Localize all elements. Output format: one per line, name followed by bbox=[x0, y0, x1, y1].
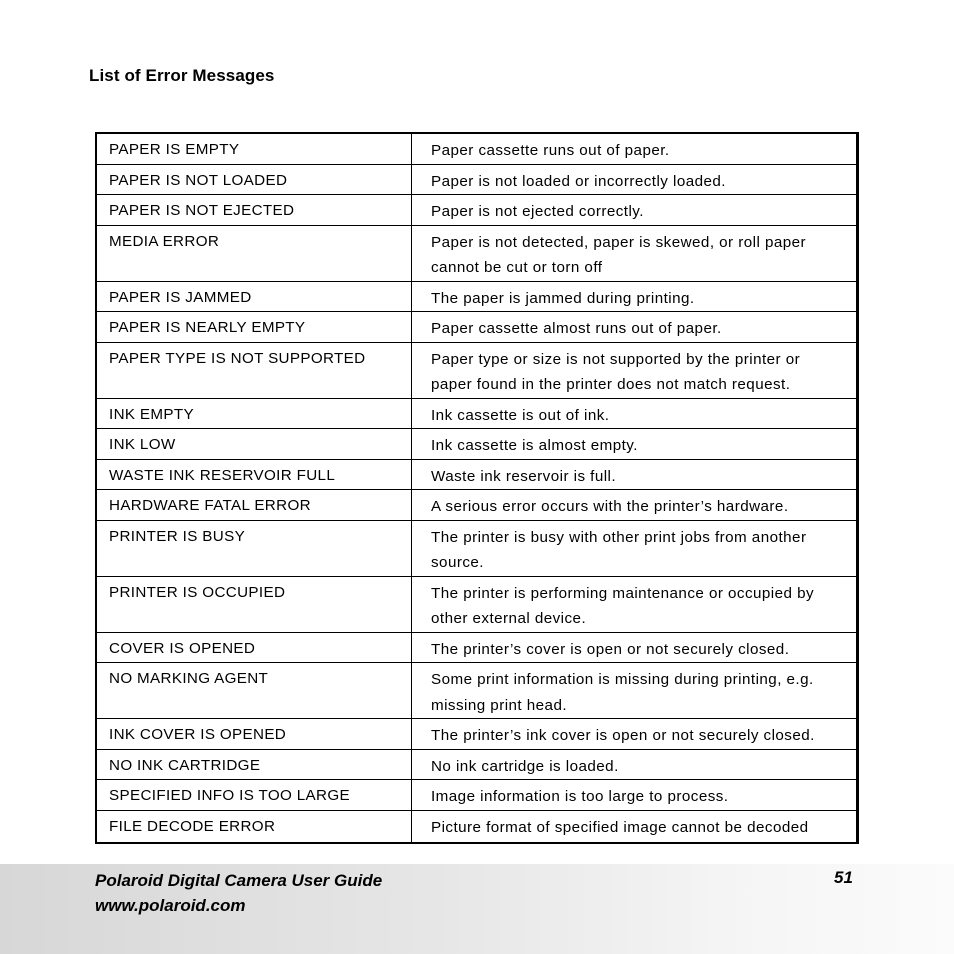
table-row bbox=[96, 632, 858, 663]
table-row bbox=[96, 459, 858, 490]
error-code: PRINTER IS OCCUPIED bbox=[96, 576, 412, 632]
table-row bbox=[96, 342, 858, 398]
error-description: Paper cassette almost runs out of paper. bbox=[412, 312, 858, 343]
error-code: PAPER IS JAMMED bbox=[96, 281, 412, 312]
error-description: No ink cartridge is loaded. bbox=[412, 749, 858, 780]
section-title: List of Error Messages bbox=[89, 66, 275, 85]
error-code: PAPER IS EMPTY bbox=[96, 133, 412, 164]
error-description: Waste ink reservoir is full. bbox=[412, 459, 858, 490]
error-description: A serious error occurs with the printer’s hardware. bbox=[412, 490, 858, 521]
error-description: The paper is jammed during printing. bbox=[412, 281, 858, 312]
table-row bbox=[96, 749, 858, 780]
error-description: Picture format of specified image cannot be decoded bbox=[431, 818, 809, 836]
error-description: The printer’s ink cover is open or not securely closed. bbox=[412, 719, 858, 750]
error-description: Paper type or size is not supported by the printer or paper found in the printer does not match request. bbox=[412, 342, 858, 398]
footer-url: www.polaroid.com bbox=[95, 896, 246, 915]
page-number: 51 bbox=[834, 868, 853, 887]
error-code: HARDWARE FATAL ERROR bbox=[96, 490, 412, 521]
error-description: Image information is too large to process. bbox=[412, 780, 858, 811]
table-row bbox=[96, 225, 858, 281]
table-row bbox=[96, 398, 858, 429]
error-description: Paper is not detected, paper is skewed, or roll paper cannot be cut or torn off bbox=[412, 225, 858, 281]
table-row bbox=[96, 663, 858, 719]
error-description: Ink cassette is out of ink. bbox=[412, 398, 858, 429]
error-code: WASTE INK RESERVOIR FULL bbox=[96, 459, 412, 490]
table-row bbox=[96, 195, 858, 226]
footer-title: Polaroid Digital Camera User Guide bbox=[95, 871, 383, 890]
error-description: Paper is not ejected correctly. bbox=[412, 195, 858, 226]
error-code: MEDIA ERROR bbox=[96, 225, 412, 281]
table-row bbox=[96, 719, 858, 750]
error-code: PAPER IS NEARLY EMPTY bbox=[96, 312, 412, 343]
error-code: NO INK CARTRIDGE bbox=[96, 749, 412, 780]
error-description: Some print information is missing during printing, e.g. missing print head. bbox=[412, 663, 858, 719]
error-code: PAPER TYPE IS NOT SUPPORTED bbox=[96, 342, 412, 398]
error-code: INK EMPTY bbox=[96, 398, 412, 429]
table-row bbox=[96, 164, 858, 195]
table-row bbox=[96, 281, 858, 312]
error-code: INK LOW bbox=[96, 429, 412, 460]
error-code: PAPER IS NOT LOADED bbox=[96, 164, 412, 195]
error-code: PAPER IS NOT EJECTED bbox=[96, 195, 412, 226]
table-row bbox=[96, 576, 858, 632]
error-code: COVER IS OPENED bbox=[96, 632, 412, 663]
error-description: Ink cassette is almost empty. bbox=[412, 429, 858, 460]
error-description: Paper cassette runs out of paper. bbox=[412, 133, 858, 164]
error-messages-table bbox=[95, 132, 859, 844]
table-row bbox=[96, 133, 858, 164]
table-row bbox=[96, 490, 858, 521]
error-description: The printer is busy with other print jobs from another source. bbox=[412, 520, 858, 576]
error-description: The printer is performing maintenance or occupied by other external device. bbox=[412, 576, 858, 632]
error-code: INK COVER IS OPENED bbox=[96, 719, 412, 750]
error-code: PRINTER IS BUSY bbox=[96, 520, 412, 576]
error-code: SPECIFIED INFO IS TOO LARGE bbox=[96, 780, 412, 811]
table-row bbox=[96, 429, 858, 460]
error-code: NO MARKING AGENT bbox=[96, 663, 412, 719]
error-code: FILE DECODE ERROR bbox=[96, 810, 412, 843]
table-row bbox=[96, 780, 858, 811]
table-row bbox=[96, 312, 858, 343]
table-row bbox=[96, 520, 858, 576]
error-description: Paper is not loaded or incorrectly loaded. bbox=[412, 164, 858, 195]
error-description: The printer’s cover is open or not securely closed. bbox=[412, 632, 858, 663]
table-row bbox=[96, 810, 858, 843]
